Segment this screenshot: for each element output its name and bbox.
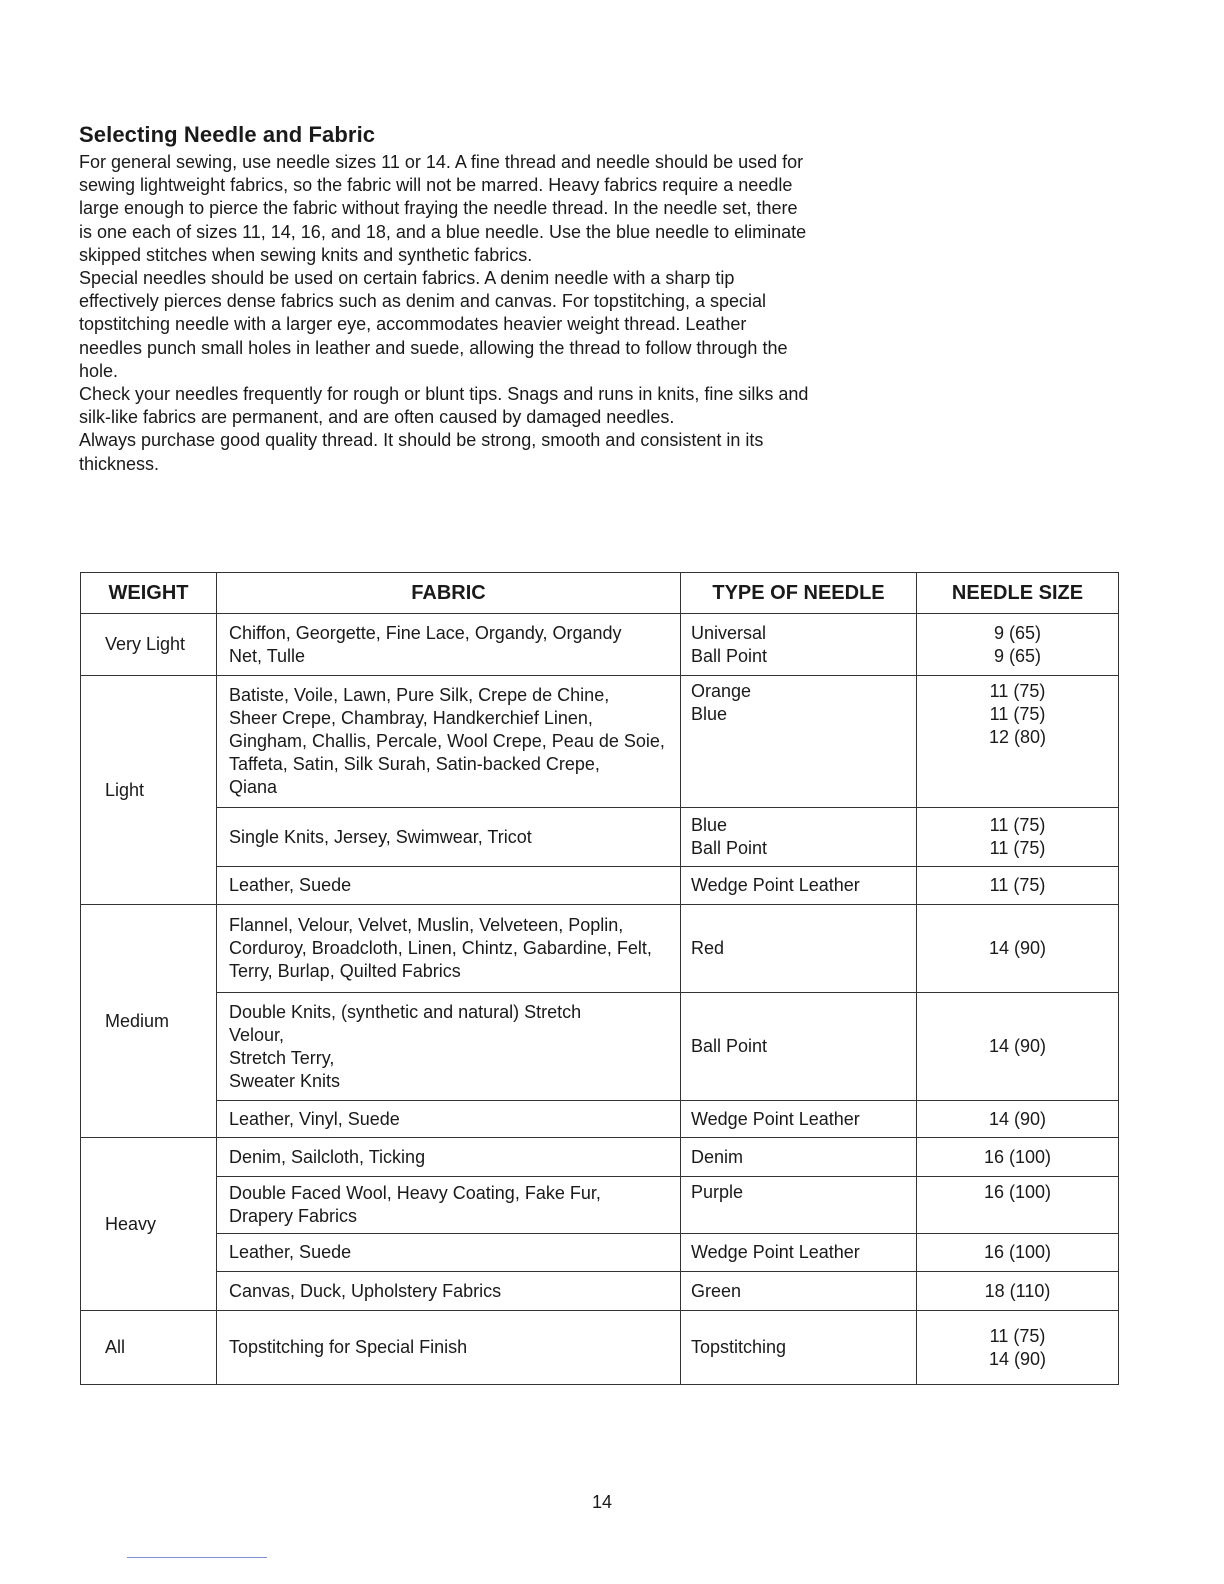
- fabric-cell: [217, 905, 681, 993]
- fabric-line: Leather, Suede: [229, 1242, 352, 1262]
- fabric-cell: [217, 1311, 681, 1385]
- needle-size: 16 (100): [983, 1182, 1052, 1202]
- needle-size: 18 (110): [984, 1280, 1051, 1301]
- needle-size-cell: [917, 1234, 1119, 1272]
- fabric-cell: [217, 808, 681, 867]
- needle-type: Ball Point: [691, 1036, 768, 1056]
- needle-type: Blue: [691, 815, 728, 835]
- paragraph: Special needles should be used on certain fabrics. A denim needle with a sharp tip effectively pierces dense fabrics such as denim and canvas. For topstitching, a special topstitching needle with a larger eye, accommodates heavier weight thread. Leather needles punch small holes in leather and suede, allowing the thread to follow through the hole.: [79, 268, 788, 381]
- needle-type-cell: [681, 905, 917, 993]
- fabric-line: Topstitching for Special Finish: [229, 1337, 468, 1357]
- needle-type: Wedge Point Leather: [691, 875, 860, 895]
- needle-size: 14 (90): [988, 1348, 1047, 1369]
- weight-cell: Heavy: [81, 1138, 217, 1311]
- fabric-cell: [217, 1272, 681, 1311]
- needle-size: 14 (90): [988, 1036, 1047, 1056]
- fabric-line: Sheer Crepe, Chambray, Handkerchief Linen,: [229, 708, 593, 728]
- needle-size-cell: [917, 1138, 1119, 1177]
- needle-fabric-table: [80, 572, 1119, 1385]
- table-row: [81, 1138, 1119, 1177]
- paragraph: Check your needles frequently for rough or blunt tips. Snags and runs in knits, fine silks and silk-like fabrics are permanent, and are often caused by damaged needles.: [79, 384, 809, 428]
- fabric-line: Double Knits, (synthetic and natural) Stretch: [229, 1001, 582, 1022]
- table-row: [81, 1272, 1119, 1311]
- needle-size: 11 (75): [989, 838, 1046, 858]
- needle-type: Universal: [691, 622, 767, 643]
- paragraph: For general sewing, use needle sizes 11 or 14. A fine thread and needle should be used for sewing lightweight fabrics, so the fabric will not be marred. Heavy fabrics require a needle large enough to pierce the fabric without fraying the needle thread. In the needle set, there is one each of sizes 11, 14, 16, and 18, and a blue needle. Use the blue needle to eliminate skipped stitches when sewing knits and synthetic fabrics.: [79, 152, 807, 265]
- footer-rule: [127, 1557, 267, 1558]
- header-weight: WEIGHT: [81, 573, 217, 614]
- fabric-cell: [217, 993, 681, 1101]
- needle-type: Blue: [691, 704, 728, 724]
- weight-cell: All: [81, 1311, 217, 1385]
- fabric-cell: [217, 1234, 681, 1272]
- needle-type-cell: [681, 808, 917, 867]
- needle-size: 11 (75): [989, 875, 1046, 895]
- fabric-line: Gingham, Challis, Percale, Wool Crepe, Peau de Soie,: [229, 731, 665, 751]
- page-number: 14: [591, 1492, 613, 1512]
- header-fabric: FABRIC: [217, 573, 681, 614]
- intro-text: [79, 151, 809, 476]
- needle-size: 11 (75): [989, 1325, 1046, 1346]
- table-row: [81, 1234, 1119, 1272]
- needle-type: Wedge Point Leather: [691, 1108, 860, 1129]
- needle-type-cell: [681, 1272, 917, 1311]
- fabric-line: Leather, Suede: [229, 875, 352, 895]
- needle-type: Denim: [691, 1146, 744, 1167]
- needle-size-cell: [917, 905, 1119, 993]
- needle-size: 14 (90): [988, 938, 1047, 958]
- fabric-line: Single Knits, Jersey, Swimwear, Tricot: [229, 826, 532, 847]
- needle-size: 16 (100): [983, 1242, 1052, 1262]
- header-type-of-needle: TYPE OF NEEDLE: [681, 573, 917, 614]
- table-row: [81, 993, 1119, 1101]
- fabric-line: Flannel, Velour, Velvet, Muslin, Velveteen, Poplin,: [229, 915, 624, 935]
- fabric-line: Drapery Fabrics: [229, 1206, 358, 1226]
- needle-size-cell: [917, 1101, 1119, 1138]
- needle-size-cell: [917, 867, 1119, 905]
- needle-type-cell: [681, 867, 917, 905]
- fabric-cell: [217, 676, 681, 808]
- needle-size: 16 (100): [983, 1146, 1052, 1167]
- header-needle-size: NEEDLE SIZE: [917, 573, 1119, 614]
- table-row: [81, 867, 1119, 905]
- needle-type: Purple: [691, 1182, 744, 1202]
- needle-size-cell: [917, 676, 1119, 808]
- table-row: [81, 905, 1119, 993]
- fabric-line: Net, Tulle: [229, 645, 306, 666]
- table-row: [81, 676, 1119, 808]
- fabric-cell: [217, 867, 681, 905]
- fabric-line: Denim, Sailcloth, Ticking: [229, 1146, 426, 1167]
- needle-size: 9 (65): [993, 645, 1042, 666]
- needle-type: Topstitching: [691, 1337, 787, 1357]
- needle-type: Ball Point: [691, 838, 768, 858]
- needle-type-cell: [681, 676, 917, 808]
- needle-type-cell: [681, 1101, 917, 1138]
- needle-size: 11 (75): [989, 815, 1046, 835]
- needle-type: Ball Point: [691, 645, 768, 666]
- fabric-line: Terry, Burlap, Quilted Fabrics: [229, 961, 461, 981]
- fabric-line: Qiana: [229, 777, 278, 797]
- weight-cell: Medium: [81, 905, 217, 1138]
- needle-type: Orange: [691, 681, 752, 701]
- paragraph: Always purchase good quality thread. It should be strong, smooth and consistent in its thickness.: [79, 430, 764, 474]
- needle-size: 11 (75): [989, 681, 1046, 701]
- fabric-line: Chiffon, Georgette, Fine Lace, Organdy, Organdy: [229, 622, 622, 643]
- fabric-cell: [217, 1177, 681, 1234]
- needle-type-cell: [681, 614, 917, 676]
- needle-type-cell: [681, 1177, 917, 1234]
- fabric-line: Sweater Knits: [229, 1070, 341, 1091]
- needle-size-cell: [917, 808, 1119, 867]
- needle-size-cell: [917, 1177, 1119, 1234]
- table-row: [81, 1177, 1119, 1234]
- needle-type: Green: [691, 1280, 742, 1301]
- fabric-line: Velour,: [229, 1024, 285, 1045]
- fabric-cell: [217, 1101, 681, 1138]
- needle-size-cell: [917, 1311, 1119, 1385]
- needle-size: 9 (65): [993, 622, 1042, 643]
- table-row: [81, 1311, 1119, 1385]
- section-heading: Selecting Needle and Fabric: [79, 122, 376, 147]
- weight-cell: Light: [81, 676, 217, 905]
- needle-size-cell: [917, 993, 1119, 1101]
- fabric-cell: [217, 1138, 681, 1177]
- needle-type-cell: [681, 993, 917, 1101]
- needle-type-cell: [681, 1138, 917, 1177]
- table-header-row: [81, 573, 1119, 614]
- needle-size: 12 (80): [988, 727, 1047, 747]
- fabric-cell: [217, 614, 681, 676]
- fabric-line: Taffeta, Satin, Silk Surah, Satin-backed Crepe,: [229, 754, 600, 774]
- fabric-line: Canvas, Duck, Upholstery Fabrics: [229, 1280, 502, 1301]
- table-row: [81, 808, 1119, 867]
- needle-size: 11 (75): [989, 704, 1046, 724]
- needle-size-cell: [917, 1272, 1119, 1311]
- fabric-line: Stretch Terry,: [229, 1047, 335, 1068]
- needle-size: 14 (90): [988, 1108, 1047, 1129]
- needle-type: Red: [691, 938, 725, 958]
- needle-size-cell: [917, 614, 1119, 676]
- needle-type: Wedge Point Leather: [691, 1242, 860, 1262]
- table-row: [81, 1101, 1119, 1138]
- fabric-line: Leather, Vinyl, Suede: [229, 1108, 400, 1129]
- fabric-line: Corduroy, Broadcloth, Linen, Chintz, Gabardine, Felt,: [229, 938, 652, 958]
- needle-type-cell: [681, 1234, 917, 1272]
- needle-type-cell: [681, 1311, 917, 1385]
- fabric-line: Batiste, Voile, Lawn, Pure Silk, Crepe de Chine,: [229, 685, 610, 705]
- weight-cell: Very Light: [81, 614, 217, 676]
- table-row: [81, 614, 1119, 676]
- fabric-line: Double Faced Wool, Heavy Coating, Fake Fur,: [229, 1183, 601, 1203]
